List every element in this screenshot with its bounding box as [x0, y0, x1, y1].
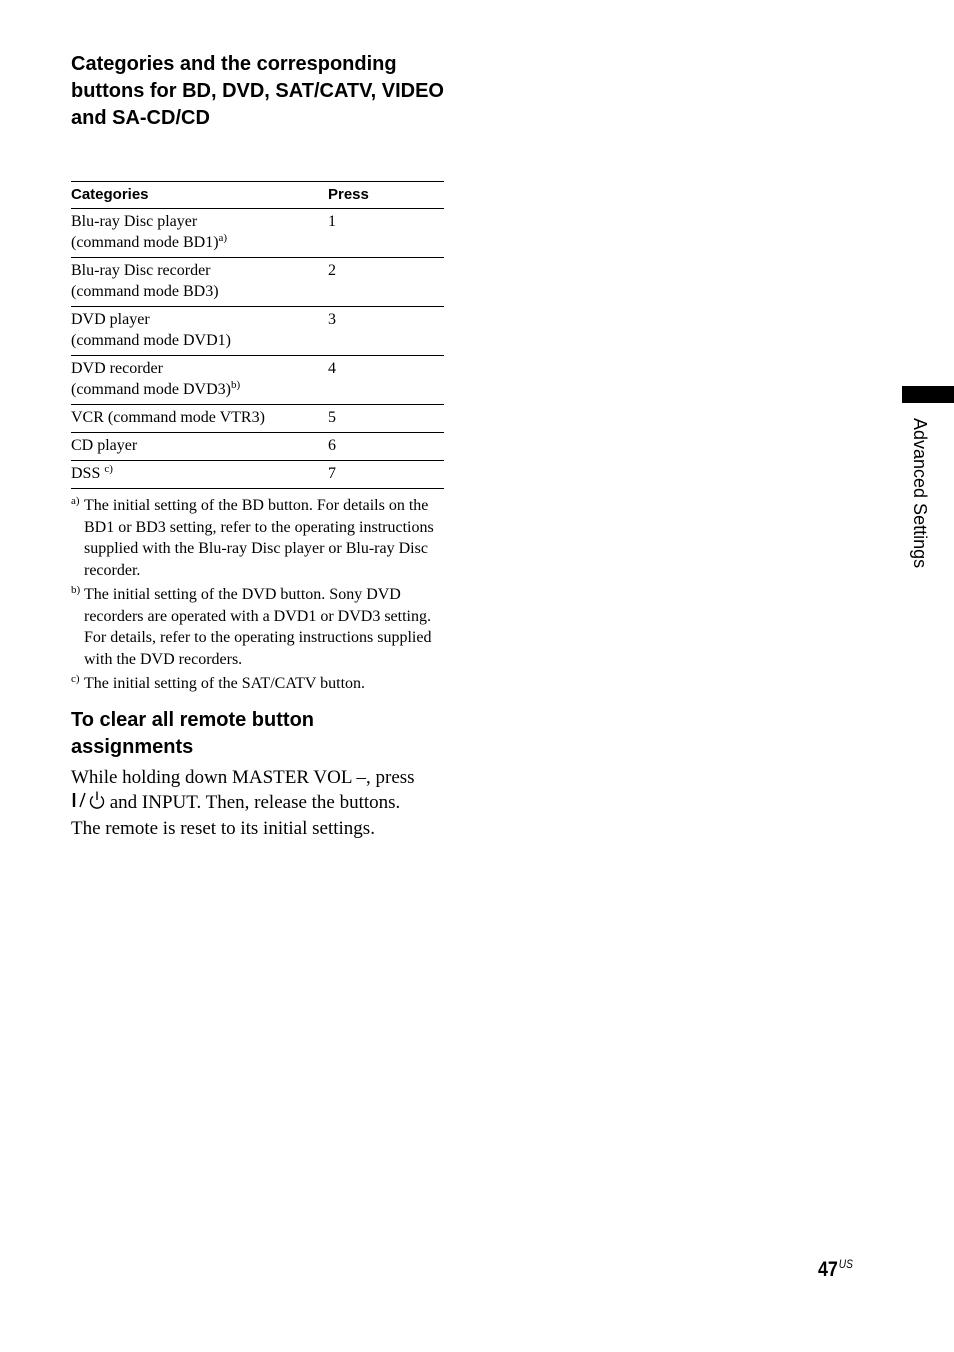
table-row — [71, 307, 444, 356]
footnote-ref: b) — [230, 379, 241, 391]
category-line2: (command mode DVD1) — [71, 332, 231, 349]
category-line1: DSS — [71, 465, 105, 482]
table-row — [71, 461, 444, 489]
footnote-ref: a) — [218, 232, 228, 244]
table-row — [71, 258, 444, 307]
page-number-suffix: US — [838, 1257, 853, 1271]
category-line1: Blu-ray Disc recorder — [71, 262, 211, 279]
footnote-text: The initial setting of the BD button. For details on the BD1 or BD3 setting, refer to the operating instructions supplied with the Blu-ray Disc player or Blu-ray Disc recorder. — [84, 497, 434, 580]
press-cell: 5 — [328, 405, 444, 433]
column-header-categories: Categories — [71, 182, 328, 209]
category-cell — [71, 461, 328, 489]
instruction-line: While holding down MASTER VOL –, press — [71, 767, 415, 788]
page-number-value: 47 — [818, 1258, 838, 1281]
instruction-line: The remote is reset to its initial settings. — [71, 818, 375, 839]
category-cell — [71, 209, 328, 258]
footnote-text: The initial setting of the DVD button. Sony DVD recorders are operated with a DVD1 or DVD3 setting. For details, refer to the operating instructions supplied with the DVD recorders. — [84, 585, 432, 668]
side-section-label: Advanced Settings — [910, 418, 930, 569]
category-line1: Blu-ray Disc player — [71, 213, 198, 230]
category-line1: DVD player — [71, 311, 150, 328]
category-line2: (command mode BD3) — [71, 283, 219, 300]
press-cell: 6 — [328, 433, 444, 461]
instruction-line — [71, 790, 441, 817]
category-cell — [71, 258, 328, 307]
column-header-press: Press — [328, 182, 444, 209]
table-row — [71, 356, 444, 405]
clear-assignments-heading: To clear all remote button assignments — [71, 709, 314, 758]
footnote-mark: c) — [71, 672, 80, 685]
press-cell: 1 — [328, 209, 444, 258]
table-row — [71, 405, 444, 433]
table-row — [71, 433, 444, 461]
instruction-text: and INPUT. Then, release the buttons. — [105, 792, 401, 813]
table-header-row — [71, 182, 444, 209]
category-cell: VCR (command mode VTR3) — [71, 405, 328, 433]
footnote-ref: c) — [104, 463, 113, 475]
press-cell: 2 — [328, 258, 444, 307]
section-heading: Categories and the corresponding buttons for BD, DVD, SAT/CATV, VIDEO and SA-CD/CD — [71, 53, 444, 129]
table-row — [71, 209, 444, 258]
section-tab-marker — [902, 386, 954, 403]
category-line1: DVD recorder — [71, 360, 163, 377]
clear-assignments-instructions — [71, 766, 441, 841]
footnote-text: The initial setting of the SAT/CATV button. — [84, 674, 366, 692]
category-line2: (command mode DVD3) — [71, 381, 231, 398]
footnote-mark: a) — [71, 495, 80, 507]
press-cell: 7 — [328, 461, 444, 489]
power-standby-icon — [71, 790, 105, 817]
footnote — [71, 495, 446, 582]
footnote-mark: b) — [71, 583, 81, 596]
press-cell: 4 — [328, 356, 444, 405]
footnote — [71, 584, 446, 671]
category-cell — [71, 307, 328, 356]
category-line2: (command mode BD1) — [71, 234, 219, 251]
categories-table — [71, 181, 444, 489]
press-cell: 3 — [328, 307, 444, 356]
category-cell — [71, 356, 328, 405]
category-cell: CD player — [71, 433, 328, 461]
footnote — [71, 673, 446, 695]
footnotes — [71, 495, 446, 696]
page-number — [818, 1257, 853, 1282]
